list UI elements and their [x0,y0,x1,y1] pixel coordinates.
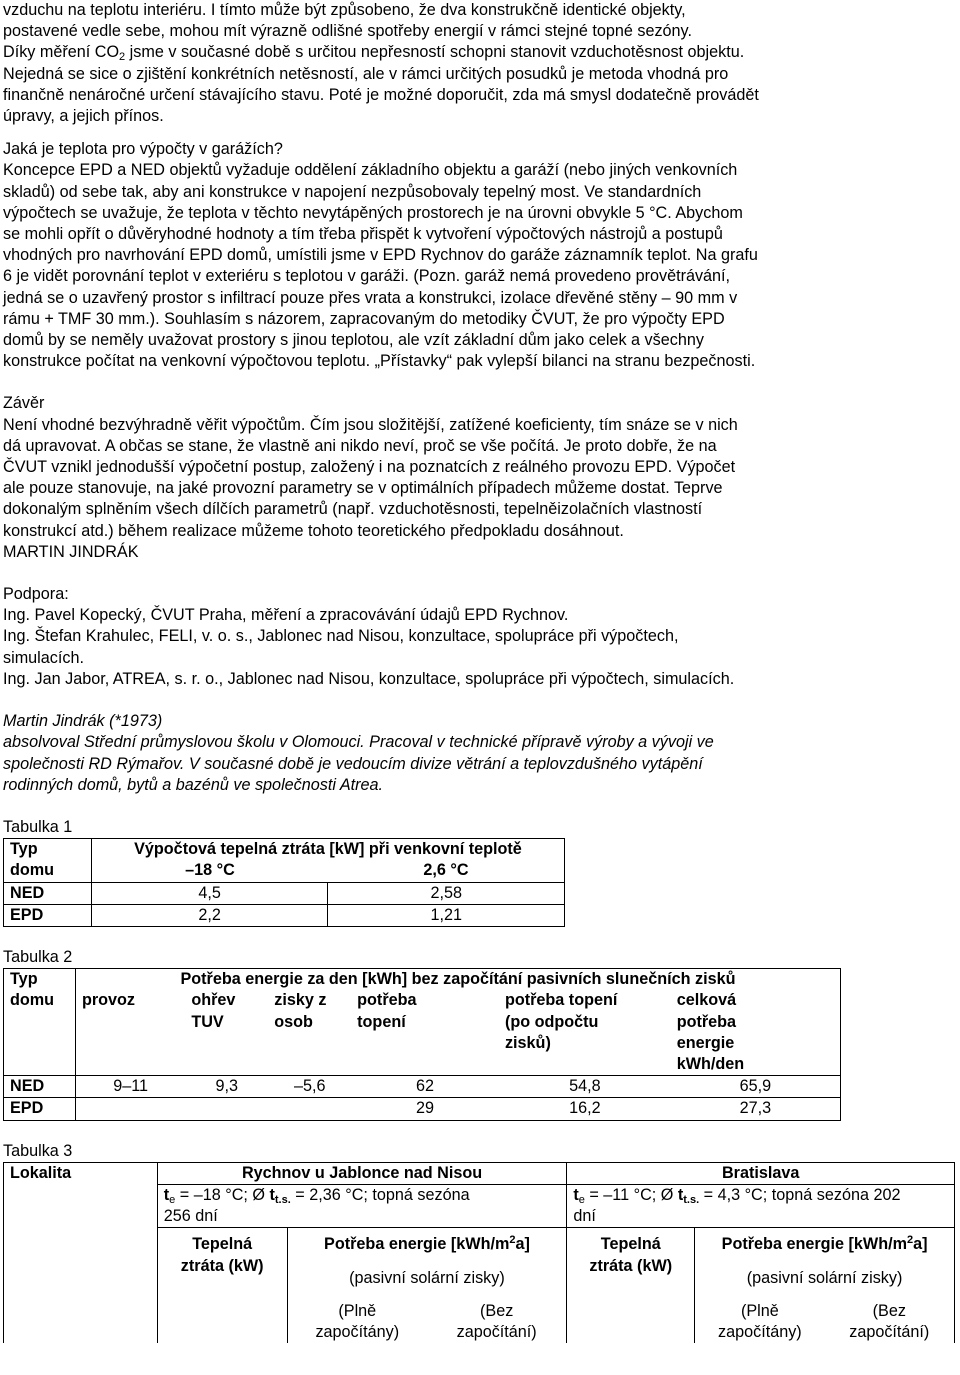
support-line: Ing. Pavel Kopecký, ČVUT Praha, měření a zpracovávání údajů EPD Rychnov. [3,606,569,625]
table1-cell: 1,21 [328,904,565,926]
table1-temp: –18 °C [91,860,328,882]
table3 [3,1162,955,1343]
table2-subheader: zisky z osob [268,990,351,1075]
bio-line: Martin Jindrák (*1973) [3,712,163,731]
garage-line: skladů) od sebe tak, aby ani konstrukce v napojení nezpůsobovaly tepelný most. Ve standardních [3,182,702,201]
table2-type-header-2: domu [4,990,76,1075]
table2-subheader: potřeba topení (po odpočtu zisků) [499,990,671,1075]
table2-subheader: potřeba topení [351,990,499,1075]
question-heading: Jaká je teplota pro výpočty v garážích? [3,140,283,159]
table3-place: Bratislava [567,1162,955,1184]
conclusion-heading: Závěr [3,394,45,413]
table2-cell: –5,6 [268,1076,351,1098]
garage-line: konstrukce počítat na venkovní výpočtovou teplotu. „Přístavky“ pak vylepší bilanci na stranu bezpečnosti. [3,352,756,371]
table-row [4,904,565,926]
table2-cell [75,1098,185,1120]
table2-cell: 16,2 [499,1098,671,1120]
table2-cell: 65,9 [671,1076,841,1098]
table1-type-header-2: domu [4,860,92,882]
conclusion-line: ČVUT vznikl jednodušší výpočetní postup, založený i na poznatcích z reálného provozu EPD. Výpočet [3,458,736,477]
bio-line: společnosti RD Rýmařov. V současné době je vedoucím divize větrání a teplovzdušného vytápění [3,754,703,773]
table1-temp: 2,6 °C [328,860,565,882]
table3-need-header: Potřeba energie $[kWh/m^2a]$ (pasivní solární zisky) [695,1228,955,1289]
table1-cell: 2,2 [91,904,328,926]
table3-loss-header: Tepelná ztráta (kW) [157,1228,287,1343]
garage-line: jedná se o uzavřený prostor s infiltrací pouze přes vrata a konstrukci, izolace dřevěné stěny – 90 mm v [3,288,738,307]
conclusion-line: dá upravovat. A občas se stane, že vlastně ani nikdo neví, proč se vše počítá. Je proto dobře, že na [3,436,717,455]
table3-location-header: Lokalita [4,1162,158,1343]
garage-line: rámu + TMF 30 mm.). Souhlasím s názorem, zapracovaným do metodiky ČVUT, že pro výpočty EPD [3,309,725,328]
table2-cell: 29 [351,1098,499,1120]
table-row [4,882,565,904]
table1-header: Výpočtová tepelná ztráta [kW] při venkovní teplotě [91,839,564,861]
intro-line: Nejedná se sice o zjištění konkrétních netěsností, ale v rámci určitých posudků je metoda vhodná pro [3,64,729,83]
table3-loss-header: Tepelná ztráta (kW) [567,1228,695,1343]
support-heading: Podpora: [3,585,69,604]
table3-none-header: (Bez započítání) [825,1289,955,1343]
intro-line-co2: Díky měření $CO_2$ jsme v současné době s určitou nepřesností schopni stanovit vzduchotěsnost objektu. [3,43,745,64]
intro-line: postavené vedle sebe, mohou mít výrazně odlišné spotřeby energií v rámci stejné topné sezóny. [3,22,692,41]
table2-cell: 54,8 [499,1076,671,1098]
conclusion-line: dokonalým splněním všech dílčích parametrů (např. vzduchotěsnosti, tepelněizolačních vlastností [3,500,703,519]
table3-label: Tabulka 3 [3,1141,73,1160]
garage-line: vhodných pro navrhování EPD domů, umístili jsme v EPD Rychnov do garáže záznamník teplot. Na grafu [3,246,758,265]
table1-label: Tabulka 1 [3,817,73,836]
table2-cell [268,1098,351,1120]
garage-line: Koncepce EPD a NED objektů vyžaduje oddělení základního objektu a garáží (nebo jiných venkovních [3,161,738,180]
support-line: Ing. Štefan Krahulec, FELI, v. o. s., Jablonec nad Nisou, konzultace, spolupráce při výpočtech, [3,627,679,646]
garage-line: výpočtech se uvažuje, že teplota v těchto nevytápěných prostorech je na úrovni obvykle 5 °C. Abychom [3,203,743,222]
support-line: Ing. Jan Jabor, ATREA, s. r. o., Jablonec nad Nisou, konzultace, spolupráce při výpočtech, simulacích. [3,669,735,688]
table1-cell: 4,5 [91,882,328,904]
intro-line: úpravy, a jejich přínos. [3,107,164,126]
table3-place: Rychnov u Jablonce nad Nisou [157,1162,567,1184]
table1-cell: 2,58 [328,882,565,904]
support-line: simulacích. [3,648,84,667]
table2-header: Potřeba energie za den [kWh] bez započítání pasivních slunečních zisků [75,969,840,991]
conclusion-line: konstrukcí atd.) během realizace můžeme tohoto teoretického předpokladu dosáhnout. [3,521,624,540]
table1-type: EPD [4,904,92,926]
garage-line: domů by se neměly uvažovat prostory s jinou teplotou, ale vzít základní dům jako celek a všechny [3,331,704,350]
author-name: MARTIN JINDRÁK [3,542,139,561]
conclusion-line: ale pouze stanovuje, na jaké provozní parametry se v optimálních případech můžeme dostat. Teprve [3,479,723,498]
intro-line: vzduchu na teplotu interiéru. I tímto může být způsobeno, že dva konstrukčně identické objekty, [3,1,686,19]
table2-cell: 9–11 [75,1076,185,1098]
table3-need-header: Potřeba energie $[kWh/m^2a]$ (pasivní solární zisky) [287,1228,567,1289]
conclusion-line: Není vhodné bezvýhradně věřit výpočtům. Čím jsou složitější, zatížené koeficienty, tím snáze se v nich [3,415,738,434]
table2-subheader: provoz [75,990,185,1075]
garage-line: 6 je vidět porovnání teplot v exteriéru s teplotou v garáži. (Pozn. garáž nemá provedeno provětrávání, [3,267,731,286]
garage-line: se mohli opřít o důvěryhodné hodnoty a tím třeba přispět k vytvoření výpočtových nástrojů a postupů [3,225,723,244]
table2 [3,968,841,1120]
table2-type-header: Typ [4,969,76,991]
table3-climate: $t_e = -11$ °C; Ø $t_{t.s.} = 4,3$ °C; topná sezóna 202 dní [567,1184,955,1227]
intro-line: finančně nenáročné určení stávajícího stavu. Poté je možné doporučit, zda má smysl dodatečně provádět [3,85,759,104]
table2-cell [185,1098,268,1120]
table3-none-header: (Bez započítání) [427,1289,567,1343]
table2-subheader: celková potřeba energie kWh/den [671,990,841,1075]
table2-type: EPD [4,1098,76,1120]
table2-label: Tabulka 2 [3,947,73,966]
table2-cell: 27,3 [671,1098,841,1120]
table2-subheader: ohřev TUV [185,990,268,1075]
table2-type: NED [4,1076,76,1098]
table-row [4,1076,841,1098]
bio-line: absolvoval Střední průmyslovou školu v Olomouci. Pracoval v technické přípravě výroby a vývoji ve [3,733,714,752]
table1-type-header: Typ [4,839,92,861]
table1-type: NED [4,882,92,904]
table3-climate: $t_e = -18$ °C; Ø $t_{t.s.} = 2,36$ °C; topná sezóna 256 dní [157,1184,567,1227]
table1 [3,838,565,927]
bio-line: rodinných domů, bytů a bazénů ve společnosti Atrea. [3,775,384,794]
table3-full-header: (Plně započítány) [695,1289,825,1343]
table2-cell: 62 [351,1076,499,1098]
table3-full-header: (Plně započítány) [287,1289,427,1343]
table-row [4,1098,841,1120]
table2-cell: 9,3 [185,1076,268,1098]
